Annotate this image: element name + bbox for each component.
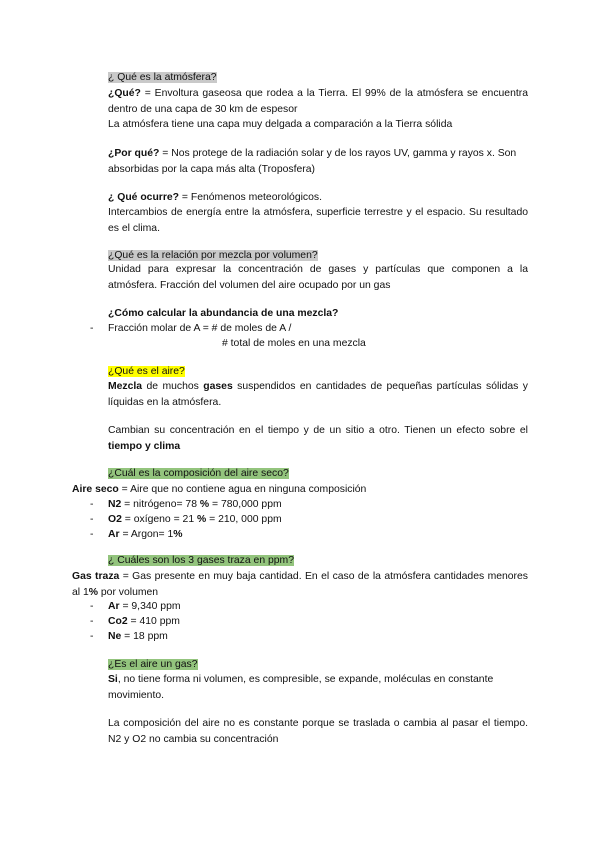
list-bullet: - [90,529,94,540]
list-bullet: - [90,323,94,334]
list-item: Ar = Argon= 1% [108,529,183,540]
list-bullet: - [90,616,94,627]
atmosphere-heading: ¿ Qué es la atmósfera? [108,72,217,83]
mezcla-paragraph: Mezcla de muchos gases suspendidos en cantidades de pequeñas partículas sólidas y líquidas en la atmósfera. [108,381,528,408]
ocurre-paragraph: ¿ Qué ocurre? = Fenómenos meteorológicos. [108,192,322,203]
molar-fraction-line: Fracción molar de A = # de moles de A / [108,323,292,334]
que-paragraph: ¿Qué? = Envoltura gaseosa que rodea a la Tierra. El 99% de la atmósfera se encuentra dentro de una capa de 30 km de espesor [108,88,528,115]
aire-heading: ¿Qué es el aire? [108,366,185,377]
molar-fraction-denominator: # total de moles en una mezcla [222,338,366,349]
dry-air-heading: ¿Cuál es la composición del aire seco? [108,468,289,479]
air-gas-heading: ¿Es el aire un gas? [108,659,198,670]
atmosphere-note: La atmósfera tiene una capa muy delgada a comparación a la Tierra sólida [108,119,453,130]
cambian-paragraph: Cambian su concentración en el tiempo y de un sitio a otro. Tienen un efecto sobre el tiempo y clima [108,425,528,452]
mixing-ratio-heading: ¿Qué es la relación por mezcla por volumen? [108,250,318,261]
dry-air-definition: Aire seco = Aire que no contiene agua en ninguna composición [72,484,367,495]
mixing-ratio-text: Unidad para expresar la concentración de gases y partículas que componen a la atmósfera. Fracción del volumen del aire ocupado por un gas [108,264,528,291]
composition-paragraph: La composición del aire no es constante porque se traslada o cambia al pasar el tiempo. N2 y O2 no cambia su concentración [108,718,528,745]
list-item: Ne = 18 ppm [108,631,168,642]
si-paragraph: Si, no tiene forma ni volumen, es compresible, se expande, moléculas en constante movimiento. [108,674,494,701]
list-bullet: - [90,514,94,525]
list-item: Ar = 9,340 ppm [108,601,181,612]
porque-paragraph: ¿Por qué? = Nos protege de la radiación solar y de los rayos UV, gamma y rayos x. Son absorbidas por la capa más alta (Troposfera) [108,148,517,175]
calc-heading: ¿Cómo calcular la abundancia de una mezcla? [108,308,339,319]
list-bullet: - [90,601,94,612]
list-item: N2 = nitrógeno= 78 % = 780,000 ppm [108,499,282,510]
list-bullet: - [90,499,94,510]
list-bullet: - [90,631,94,642]
ocurre-detail: Intercambios de energía entre la atmósfera, superficie terrestre y el espacio. Su resultado es el clima. [108,207,528,234]
list-item: Co2 = 410 ppm [108,616,180,627]
trace-gases-heading: ¿ Cuáles son los 3 gases traza en ppm? [108,555,294,566]
trace-gas-definition: Gas traza = Gas presente en muy baja cantidad. En el caso de la atmósfera cantidades menores al 1% por volumen [72,571,528,598]
list-item: O2 = oxígeno = 21 % = 210, 000 ppm [108,514,282,525]
